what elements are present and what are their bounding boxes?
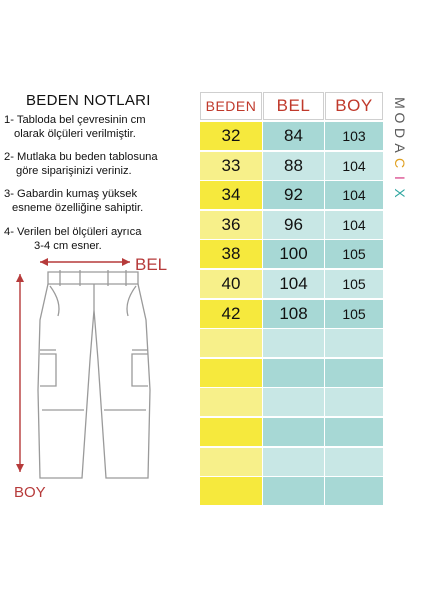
cell-size	[200, 477, 262, 505]
cell-size	[200, 329, 262, 357]
note-4-line-1: 4- Verilen bel ölçüleri ayrıca	[4, 226, 142, 238]
waist-label: BEL	[135, 255, 168, 274]
cell-length	[325, 418, 383, 446]
cell-length	[325, 359, 383, 387]
cell-size	[200, 359, 262, 387]
cell-waist	[263, 388, 324, 416]
header-length: BOY	[325, 92, 383, 120]
cell-waist: 92	[263, 181, 324, 209]
cell-size	[200, 388, 262, 416]
brand-letter: M	[392, 97, 408, 109]
cell-waist	[263, 359, 324, 387]
cell-size: 34	[200, 181, 262, 209]
cell-length: 105	[325, 300, 383, 328]
cell-length: 105	[325, 240, 383, 268]
brand-letter: C	[392, 157, 408, 169]
note-1-line-2: olarak ölçüleri verilmiştir.	[14, 128, 136, 140]
cell-waist: 88	[263, 152, 324, 180]
brand-letter: A	[392, 143, 408, 153]
brand-letter: X	[392, 188, 408, 198]
cell-length: 105	[325, 270, 383, 298]
cell-size	[200, 448, 262, 476]
cell-size: 40	[200, 270, 262, 298]
header-size: BEDEN	[200, 92, 262, 120]
cell-waist	[263, 477, 324, 505]
note-3-line-1: 3- Gabardin kumaş yüksek	[4, 188, 138, 200]
note-1-line-1: 1- Tabloda bel çevresinin cm	[4, 114, 146, 126]
cell-waist	[263, 448, 324, 476]
cell-waist	[263, 329, 324, 357]
brand-letter: D	[392, 127, 408, 139]
brand-letter: I	[392, 176, 408, 180]
brand-letter: O	[392, 112, 408, 124]
cell-length: 104	[325, 181, 383, 209]
cell-waist: 84	[263, 122, 324, 150]
cell-waist: 96	[263, 211, 324, 239]
cell-length: 104	[325, 211, 383, 239]
notes-title: BEDEN NOTLARI	[26, 92, 151, 109]
cell-length	[325, 448, 383, 476]
cell-size	[200, 418, 262, 446]
cell-size: 42	[200, 300, 262, 328]
cargo-pants-diagram	[10, 250, 200, 490]
cell-length	[325, 477, 383, 505]
note-2-line-2: göre siparişinizi veriniz.	[16, 165, 132, 177]
length-label: BOY	[14, 484, 46, 501]
cell-length	[325, 329, 383, 357]
cell-size: 38	[200, 240, 262, 268]
cell-waist: 104	[263, 270, 324, 298]
cell-length: 103	[325, 122, 383, 150]
cell-length: 104	[325, 152, 383, 180]
note-4-line-2: 3-4 cm esner.	[34, 240, 102, 252]
header-waist: BEL	[263, 92, 324, 120]
note-2-line-1: 2- Mutlaka bu beden tablosuna	[4, 151, 158, 163]
cell-size: 36	[200, 211, 262, 239]
cell-waist: 108	[263, 300, 324, 328]
cell-size: 32	[200, 122, 262, 150]
cell-waist: 100	[263, 240, 324, 268]
cell-size: 33	[200, 152, 262, 180]
note-3-line-2: esneme özelliğine sahiptir.	[12, 202, 144, 214]
cell-waist	[263, 418, 324, 446]
cell-length	[325, 388, 383, 416]
brand-logo	[387, 95, 413, 215]
